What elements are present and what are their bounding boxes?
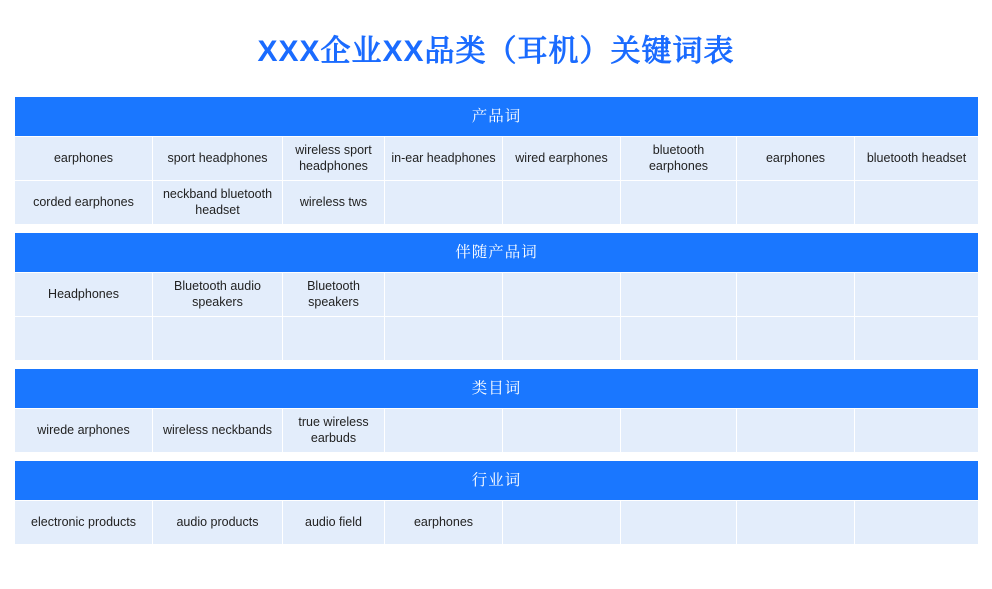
- keyword-cell-empty[interactable]: [621, 181, 737, 225]
- keyword-cell-empty[interactable]: [503, 409, 621, 453]
- keyword-cell-empty[interactable]: [385, 409, 503, 453]
- keyword-cell-empty[interactable]: [737, 409, 855, 453]
- keyword-table: [14, 96, 979, 545]
- keyword-cell[interactable]: bluetooth earphones: [621, 137, 737, 181]
- keyword-cell-empty[interactable]: [855, 501, 979, 545]
- keyword-cell-empty[interactable]: [153, 317, 283, 361]
- keyword-cell[interactable]: audio products: [153, 501, 283, 545]
- keyword-cell-empty[interactable]: [283, 317, 385, 361]
- table-row: [15, 501, 979, 545]
- table-row: [15, 137, 979, 181]
- section-header-row: [15, 369, 979, 409]
- keyword-cell[interactable]: audio field: [283, 501, 385, 545]
- keyword-cell[interactable]: wired earphones: [503, 137, 621, 181]
- keyword-cell-empty[interactable]: [855, 409, 979, 453]
- keyword-cell[interactable]: bluetooth headset: [855, 137, 979, 181]
- keyword-cell-empty[interactable]: [385, 273, 503, 317]
- table-row: [15, 181, 979, 225]
- keyword-cell[interactable]: corded earphones: [15, 181, 153, 225]
- keyword-cell[interactable]: Headphones: [15, 273, 153, 317]
- keyword-cell-empty[interactable]: [503, 273, 621, 317]
- keyword-cell-empty[interactable]: [15, 317, 153, 361]
- keyword-cell-empty[interactable]: [855, 273, 979, 317]
- keyword-cell[interactable]: Bluetooth audio speakers: [153, 273, 283, 317]
- keyword-cell-empty[interactable]: [621, 409, 737, 453]
- keyword-cell-empty[interactable]: [855, 317, 979, 361]
- section-spacer: [15, 225, 979, 233]
- keyword-cell-empty[interactable]: [621, 273, 737, 317]
- keyword-cell[interactable]: wireless tws: [283, 181, 385, 225]
- keyword-cell-empty[interactable]: [503, 317, 621, 361]
- keyword-cell[interactable]: sport headphones: [153, 137, 283, 181]
- section-spacer: [15, 453, 979, 461]
- keyword-cell[interactable]: neckband bluetooth headset: [153, 181, 283, 225]
- keyword-cell-empty[interactable]: [385, 317, 503, 361]
- section-title: 伴随产品词: [15, 233, 979, 273]
- keyword-cell[interactable]: earphones: [15, 137, 153, 181]
- section-header-row: [15, 461, 979, 501]
- keyword-cell-empty[interactable]: [621, 317, 737, 361]
- keyword-cell[interactable]: Bluetooth speakers: [283, 273, 385, 317]
- keyword-cell-empty[interactable]: [737, 317, 855, 361]
- section-header-row: [15, 233, 979, 273]
- table-row: [15, 409, 979, 453]
- keyword-cell-empty[interactable]: [737, 181, 855, 225]
- keyword-cell-empty[interactable]: [737, 273, 855, 317]
- section-title: 行业词: [15, 461, 979, 501]
- keyword-cell[interactable]: earphones: [385, 501, 503, 545]
- section-header-row: [15, 97, 979, 137]
- keyword-cell[interactable]: in-ear headphones: [385, 137, 503, 181]
- section-title: 产品词: [15, 97, 979, 137]
- keyword-cell[interactable]: wirede arphones: [15, 409, 153, 453]
- keyword-cell-empty[interactable]: [503, 501, 621, 545]
- keyword-cell-empty[interactable]: [737, 501, 855, 545]
- keyword-cell[interactable]: wireless sport headphones: [283, 137, 385, 181]
- section-title: 类目词: [15, 369, 979, 409]
- keyword-table-container: [0, 96, 992, 545]
- keyword-cell[interactable]: wireless neckbands: [153, 409, 283, 453]
- keyword-cell[interactable]: electronic products: [15, 501, 153, 545]
- section-spacer: [15, 361, 979, 369]
- page-title: XXX企业XX品类（耳机）关键词表: [257, 35, 735, 68]
- keyword-cell-empty[interactable]: [855, 181, 979, 225]
- table-row: [15, 273, 979, 317]
- table-row: [15, 317, 979, 361]
- keyword-cell-empty[interactable]: [503, 181, 621, 225]
- keyword-cell-empty[interactable]: [621, 501, 737, 545]
- keyword-cell[interactable]: earphones: [737, 137, 855, 181]
- keyword-cell[interactable]: true wireless earbuds: [283, 409, 385, 453]
- keyword-cell-empty[interactable]: [385, 181, 503, 225]
